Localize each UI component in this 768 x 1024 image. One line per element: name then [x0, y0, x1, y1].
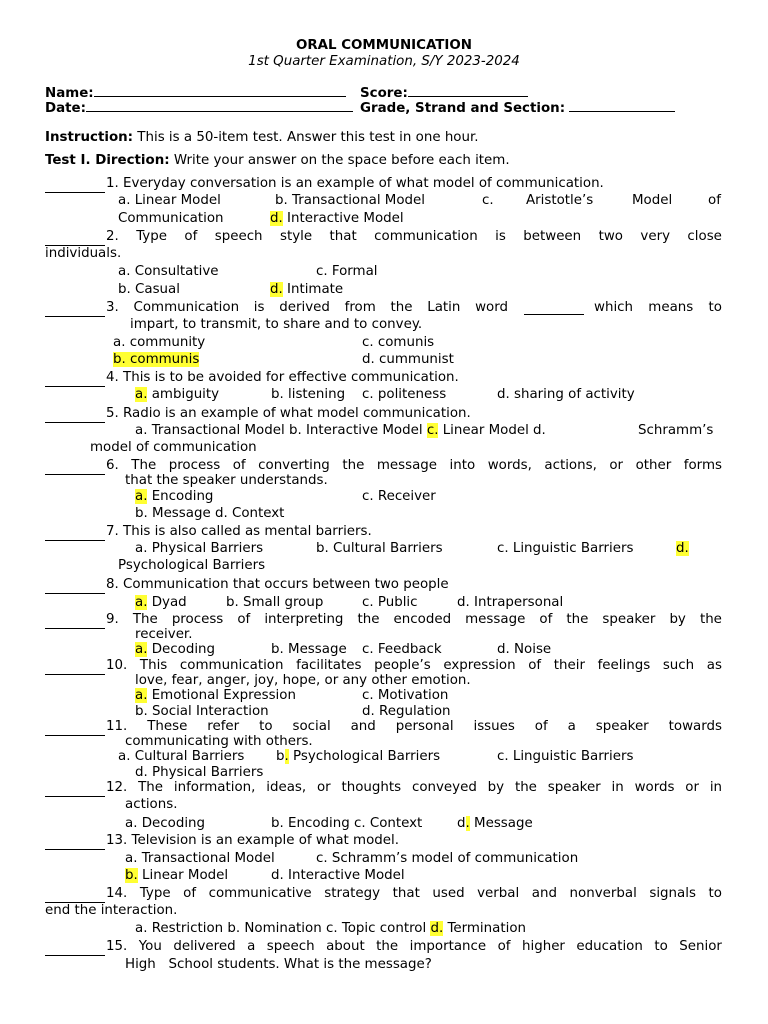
q14-options: a. Restriction b. Nomination c. Topic control d. Termination: [135, 921, 526, 936]
q6-option-c: c. Receiver: [362, 489, 436, 504]
q9-option-a: a. Decoding: [135, 642, 216, 657]
answer-highlight: .: [284, 749, 289, 764]
answer-blank[interactable]: [45, 410, 105, 423]
q11-option-d: d. Physical Barriers: [135, 765, 264, 780]
score-blank[interactable]: [408, 84, 528, 97]
q8-option-b: b. Small group: [226, 595, 324, 610]
answer-blank[interactable]: [45, 180, 105, 193]
answer-highlight: d.: [676, 541, 689, 556]
q3-option-a: a. community: [113, 335, 206, 350]
q7-stem: 7. This is also called as mental barriers.: [106, 524, 372, 539]
q1-option-c-4: of: [708, 193, 721, 208]
grade-field[interactable]: [360, 99, 675, 117]
q4-option-c: c. politeness: [362, 387, 447, 402]
grade-label: Grade, Strand and Section:: [360, 101, 566, 116]
q9-option-d: d. Noise: [497, 642, 552, 657]
q8-stem: 8. Communication that occurs between two people: [106, 577, 449, 592]
exam-title: ORAL COMMUNICATION: [295, 38, 473, 53]
q4-option-b: b. listening: [271, 387, 346, 402]
instruction: [45, 130, 479, 146]
answer-blank[interactable]: [45, 784, 105, 797]
q12-option-d: d. Message: [457, 816, 533, 831]
q7-option-c: c. Linguistic Barriers: [497, 541, 634, 556]
q10-stem: 10. This communication facilitates people’s expression of their feelings such as: [106, 658, 722, 673]
test1-text: Write your answer on the space before each item.: [169, 153, 510, 168]
q1-option-c-2: Aristotle’s: [526, 193, 594, 208]
q3-stem-tail: which means to: [594, 300, 722, 315]
instruction-text: This is a 50-item test. Answer this test in one hour.: [133, 130, 479, 145]
score-label: Score:: [360, 86, 408, 101]
q2-stem-2: individuals.: [45, 246, 122, 261]
q13-stem: 13. Television is an example of what model.: [106, 833, 399, 848]
q11-option-c: c. Linguistic Barriers: [497, 749, 634, 764]
q9-stem: 9. The process of interpreting the encoded message of the speaker by the: [106, 612, 722, 627]
q2-option-d: d. Intimate: [270, 282, 344, 297]
test1-direction: [45, 153, 510, 169]
answer-highlight: b.: [125, 868, 138, 883]
q1-option-d: d. Interactive Model: [270, 211, 404, 226]
q1-option-c-3: Model: [632, 193, 673, 208]
answer-blank[interactable]: [45, 581, 105, 594]
q4-stem: 4. This is to be avoided for effective communication.: [106, 370, 459, 385]
q9-option-c: c. Feedback: [362, 642, 442, 657]
q2-option-a: a. Consultative: [118, 264, 219, 279]
answer-blank[interactable]: [45, 462, 105, 475]
q9-stem-2: receiver.: [135, 627, 193, 642]
q11-option-a: a. Cultural Barriers: [118, 749, 245, 764]
q15-stem-2: High School students. What is the message?: [125, 957, 432, 972]
q1-option-b: b. Transactional Model: [275, 193, 426, 208]
answer-highlight: c.: [426, 423, 439, 438]
q13-option-d: d. Interactive Model: [271, 868, 405, 883]
q5-option-d-3: model of communication: [90, 440, 257, 455]
q3-stem-2: impart, to transmit, to share and to convey.: [130, 317, 423, 332]
q5-options: a. Transactional Model b. Interactive Model c. Linear Model d.: [135, 423, 546, 438]
answer-highlight: a.: [135, 642, 148, 657]
q10-stem-2: love, fear, anger, joy, hope, or any other emotion.: [135, 673, 471, 688]
grade-blank[interactable]: [569, 99, 675, 112]
q12-option-bc: b. Encoding c. Context: [271, 816, 423, 831]
instruction-label: Instruction:: [45, 130, 134, 145]
answer-blank[interactable]: [45, 374, 105, 387]
q2-option-c: c. Formal: [316, 264, 378, 279]
date-field[interactable]: [45, 99, 353, 117]
name-label: Name:: [45, 86, 94, 101]
q12-stem-2: actions.: [125, 797, 178, 812]
q10-option-d: d. Regulation: [362, 704, 451, 719]
q14-stem: 14. Type of communicative strategy that used verbal and nonverbal signals to: [106, 886, 722, 901]
answer-highlight: d.: [270, 211, 283, 226]
q7-option-b: b. Cultural Barriers: [316, 541, 443, 556]
q6-option-bd: b. Message d. Context: [135, 506, 285, 521]
q10-option-b: b. Social Interaction: [135, 704, 269, 719]
q11-option-b: b. Psychological Barriers: [276, 749, 441, 764]
date-blank[interactable]: [86, 99, 353, 112]
answer-blank[interactable]: [45, 233, 105, 246]
q5-stem: 5. Radio is an example of what model communication.: [106, 406, 471, 421]
q8-option-c: c. Public: [362, 595, 418, 610]
answer-blank[interactable]: [45, 662, 105, 675]
q7-option-d-text: Psychological Barriers: [118, 558, 266, 573]
q13-option-b: b. Linear Model: [125, 868, 229, 883]
answer-highlight: b. communis: [113, 352, 200, 367]
q11-stem-2: communicating with others.: [125, 734, 313, 749]
q4-option-a: a. ambiguity: [135, 387, 220, 402]
answer-blank[interactable]: [45, 528, 105, 541]
answer-blank[interactable]: [45, 616, 105, 629]
q14-stem-2: end the interaction.: [45, 903, 178, 918]
exam-subtitle: 1st Quarter Examination, S/Y 2023-2024: [248, 54, 520, 69]
answer-blank[interactable]: [45, 837, 105, 850]
q1-stem: 1. Everyday conversation is an example of what model of communication.: [106, 176, 604, 191]
q10-option-a: a. Emotional Expression: [135, 688, 296, 703]
fill-blank[interactable]: [524, 302, 584, 315]
answer-blank[interactable]: [45, 943, 105, 956]
answer-highlight: a.: [135, 489, 148, 504]
q13-option-c: c. Schramm’s model of communication: [316, 851, 579, 866]
q9-option-b: b. Message: [271, 642, 347, 657]
answer-highlight: d.: [430, 921, 444, 936]
q12-stem: 12. The information, ideas, or thoughts conveyed by the speaker in words or in: [106, 780, 723, 795]
q3-stem: 3. Communication is derived from the Latin word: [106, 300, 509, 315]
q6-stem-2: that the speaker understands.: [125, 473, 328, 488]
q12-option-a: a. Decoding: [125, 816, 206, 831]
q15-stem: 15. You delivered a speech about the importance of higher education to Senior: [106, 939, 722, 954]
q7-option-a: a. Physical Barriers: [135, 541, 264, 556]
q1-option-a: a. Linear Model: [118, 193, 221, 208]
answer-blank[interactable]: [45, 304, 105, 317]
q6-stem: 6. The process of converting the message into words, actions, or other forms: [106, 458, 722, 473]
answer-highlight: d.: [270, 282, 283, 297]
q11-stem: 11. These refer to social and personal issues of a speaker towards: [106, 719, 722, 734]
name-blank[interactable]: [94, 84, 346, 97]
test1-label: Test I. Direction:: [45, 153, 170, 168]
q3-option-b: [113, 352, 199, 368]
q3-option-d: d. cummunist: [362, 352, 454, 367]
q3-option-c: c. comunis: [362, 335, 435, 350]
date-label: Date:: [45, 101, 86, 116]
answer-highlight: a.: [135, 387, 148, 402]
answer-highlight: .: [465, 816, 470, 831]
q2-stem: 2. Type of speech style that communication is between two very close: [106, 229, 722, 244]
q1-option-c-1: c.: [482, 193, 494, 208]
answer-blank[interactable]: [45, 890, 105, 903]
q10-option-c: c. Motivation: [362, 688, 449, 703]
q8-option-d: d. Intrapersonal: [457, 595, 564, 610]
answer-blank[interactable]: [45, 723, 105, 736]
q4-option-d: d. sharing of activity: [497, 387, 635, 402]
q6-option-a: a. Encoding: [135, 489, 214, 504]
q1-option-c-5: Communication: [118, 211, 224, 226]
answer-highlight: a.: [135, 595, 148, 610]
q5-option-d-2: Schramm’s: [638, 423, 714, 438]
q8-option-a: a. Dyad: [135, 595, 187, 610]
answer-highlight: a.: [135, 688, 148, 703]
q13-option-a: a. Transactional Model: [125, 851, 275, 866]
q7-option-d: [676, 541, 689, 557]
q2-option-b: b. Casual: [118, 282, 180, 297]
